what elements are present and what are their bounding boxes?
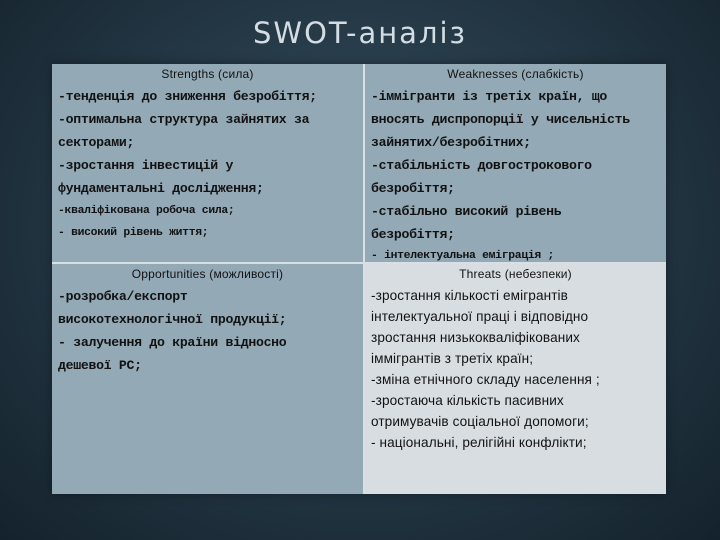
strengths-heading: Strengths (сила) [161,67,254,81]
weaknesses-cell [365,64,666,262]
threats-list [371,285,660,453]
weaknesses-heading: Weaknesses (слабкість) [447,67,584,81]
strengths-cell [52,64,365,262]
strengths-line: -зростання інвестицій у [58,158,234,173]
threats-cell [365,262,666,494]
opportunities-line: дешевої РС; [58,358,142,373]
threats-line: отримувачів соціальної допомоги; [371,414,589,429]
threats-line: - національні, релігійні конфлікти; [371,435,587,450]
swot-matrix [52,64,666,494]
threats-line: іммігрантів з третіх країн; [371,351,534,366]
weaknesses-line: -стабільно високий рівень [371,204,562,219]
weaknesses-line: -стабільність довгострокового [371,158,592,173]
weaknesses-line: зайнятих/безробітних; [371,135,531,150]
strengths-line: -тенденція до зниження безробіття; [58,89,317,104]
threats-line: -зростання кількості емігрантів [371,288,569,303]
threats-line: -зміна етнічного складу населення ; [371,372,600,387]
weaknesses-line: безробіття; [371,181,455,196]
opportunities-line: - залучення до країни відносно [58,335,287,350]
strengths-list [58,85,357,244]
opportunities-list [58,285,357,377]
strengths-line: секторами; [58,135,135,150]
strengths-line: фундаментальні дослідження; [58,181,264,196]
weaknesses-list [371,85,660,262]
strengths-line: -оптимальна структура зайнятих за [58,112,310,127]
opportunities-cell [52,262,365,494]
slide-title: SWOT-аналіз [253,16,467,50]
threats-heading: Threats (небезпеки) [459,267,572,281]
strengths-line: - високий рівень життя; [58,227,209,239]
strengths-line: -кваліфікована робоча сила; [58,205,235,217]
threats-line: -зростаюча кількість пасивних [371,393,564,408]
opportunities-line: високотехнологічної продукції; [58,312,287,327]
weaknesses-line: безробіття; [371,227,455,242]
opportunities-line: -розробка/експорт [58,289,188,304]
weaknesses-line: -іммігранти із третіх країн, що [371,89,608,104]
opportunities-heading: Opportunities (можливості) [131,267,284,281]
weaknesses-line: вносять диспропорції у чисельність [371,112,630,127]
weaknesses-line: - інтелектуальна еміграція ; [371,250,554,262]
threats-line: зростання низькокваліфікованих [371,330,580,345]
threats-line: інтелектуальної праці і відповідно [371,309,589,324]
